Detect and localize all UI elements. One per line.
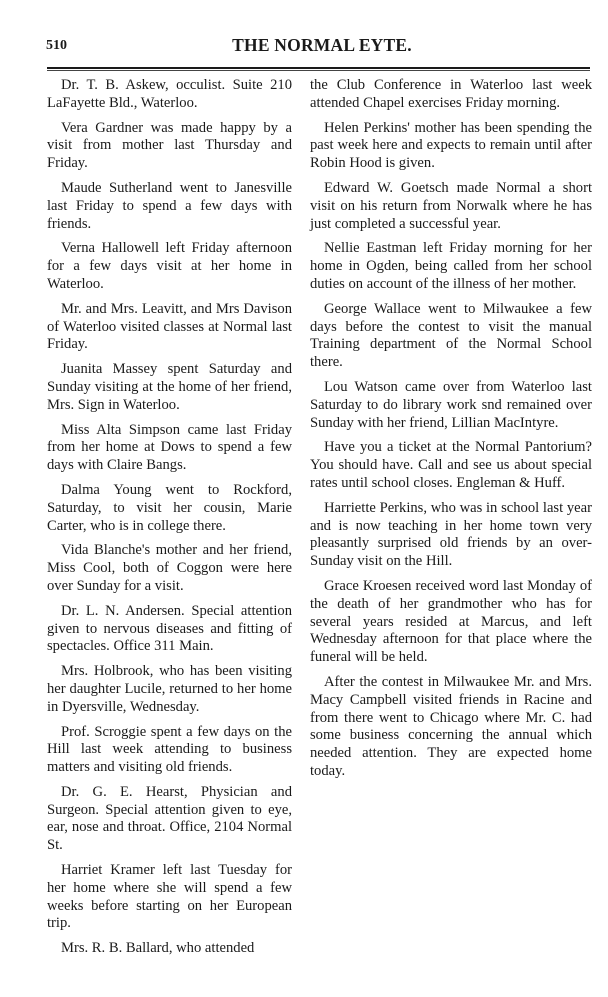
news-item: Juanita Massey spent Saturday and Sunday visiting at the home of her friend, Mrs. Sign in Waterloo.: [47, 361, 292, 413]
news-item: Harriette Perkins, who was in school last year and is now teaching in her home town very pleasantly surprised old friends by an over-Sunday visit on the Hill.: [310, 499, 592, 570]
news-item: Prof. Scroggie spent a few days on the Hill last week attending to business matters and visiting old friends.: [47, 723, 292, 776]
page-title: THE NORMAL EYTE.: [232, 35, 412, 55]
advertisement: Have you a ticket at the Normal Pantorium? You should have. Call and see us about special rates until school closes. Engleman & Huff.: [310, 439, 592, 491]
news-item: Vida Blanche's mother and her friend, Miss Cool, both of Coggon were here over Sunday for a visit.: [47, 542, 292, 594]
page-number: 510: [46, 38, 67, 53]
news-item: Harriet Kramer left last Tuesday for her home where she will spend a few weeks before starting on her European trip.: [47, 862, 292, 932]
news-item: Helen Perkins' mother has been spending the past week here and expects to remain until after Robin Hood is given.: [310, 119, 592, 172]
news-item: Mr. and Mrs. Leavitt, and Mrs Davison of Waterloo visited classes at Normal last Friday.: [47, 300, 292, 353]
right-column: [310, 77, 592, 788]
header-rule: [47, 67, 590, 71]
advertisement: Dr. G. E. Hearst, Physician and Surgeon. Special attention given to eye, ear, nose and throat. Office, 2104 Normal St.: [47, 783, 292, 854]
news-item: Nellie Eastman left Friday morning for her home in Ogden, being called from her school duties on account of the illness of her mother.: [310, 240, 592, 292]
news-item: Lou Watson came over from Waterloo last Saturday to do library work snd remained over Sunday with her friend, Lillian MacIntyre.: [310, 378, 592, 431]
news-item: George Wallace went to Milwaukee a few days before the contest to visit the manual Training department of the Normal School there.: [310, 300, 592, 371]
news-item: Edward W. Goetsch made Normal a short visit on his return from Norwalk where he has just completed a successful year.: [310, 179, 592, 232]
news-item: Dr. T. B. Askew, occulist. Suite 210 LaFayette Bld., Waterloo.: [47, 77, 292, 111]
news-item: Mrs. Holbrook, who has been visiting her daughter Lucile, returned to her home in Dyersville, Wednesday.: [47, 663, 292, 715]
news-item: Maude Sutherland went to Janesville last Friday to spend a few days with friends.: [47, 179, 292, 232]
news-item: Vera Gardner was made happy by a visit from mother last Thursday and Friday.: [47, 119, 292, 172]
news-item-continued: the Club Conference in Waterloo last week attended Chapel exercises Friday morning.: [310, 77, 592, 111]
news-item: After the contest in Milwaukee Mr. and Mrs. Macy Campbell visited friends in Racine and from there went to Chicago where Mr. C. had some business concerning the annual which needed attention. They are expected home today.: [310, 673, 592, 779]
left-column: [47, 77, 292, 965]
news-item: Dalma Young went to Rockford, Saturday, to visit her cousin, Marie Carter, who is in college there.: [47, 481, 292, 534]
news-item: Mrs. R. B. Ballard, who attended: [61, 940, 255, 957]
news-item: Verna Hallowell left Friday afternoon for a few days visit at her home in Waterloo.: [47, 240, 292, 292]
news-item: Grace Kroesen received word last Monday of the death of her grandmother who has for several years resided at Marcus, and left Wednesday afternoon for that place where the funeral will be held.: [310, 577, 592, 666]
news-item: Miss Alta Simpson came last Friday from her home at Dows to spend a few days with Claire Bangs.: [47, 421, 292, 474]
advertisement: Dr. L. N. Andersen. Special attention given to nervous diseases and fitting of spectacles. Office 311 Main.: [47, 602, 292, 655]
